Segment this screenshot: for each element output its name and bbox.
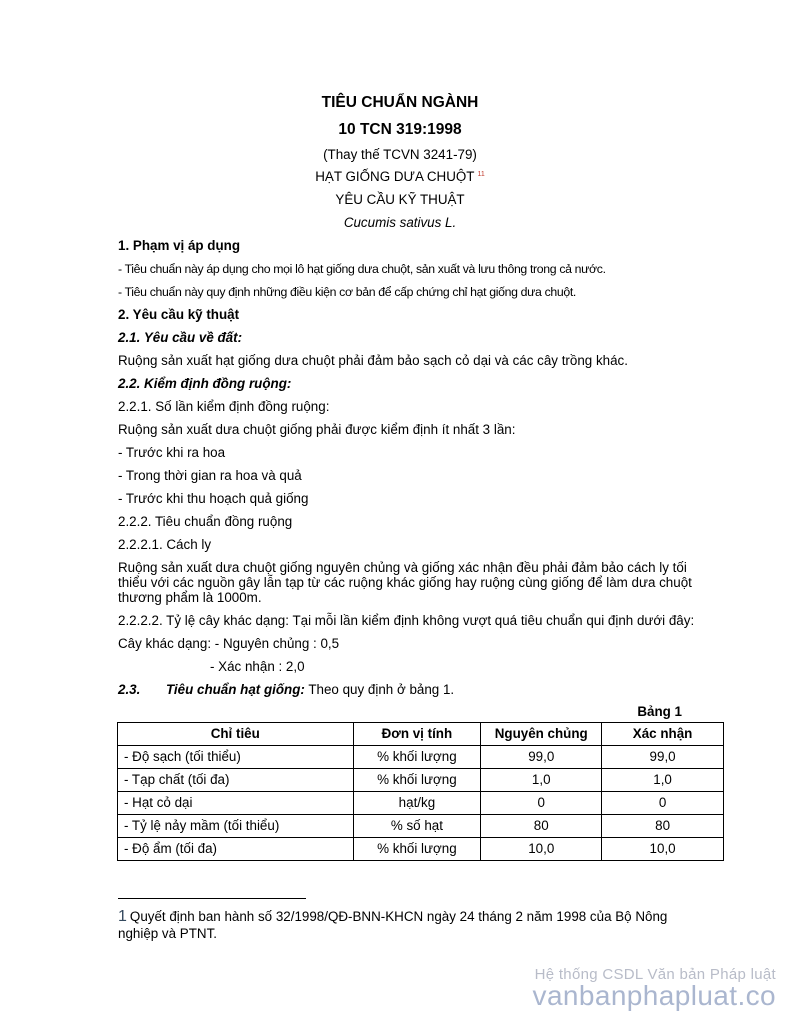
section23-line: [118, 681, 728, 698]
section221-text: Ruộng sản xuất dưa chuột giống phải được kiểm định ít nhất 3 lần:: [118, 422, 516, 437]
cell-criterion: - Tạp chất (tối đa): [118, 769, 354, 792]
cell-original: 80: [481, 815, 602, 838]
table-row: [118, 746, 724, 769]
footnote-ref[interactable]: 11: [477, 170, 485, 178]
footnote-divider: [118, 898, 306, 899]
section23-number: 2.3.: [118, 682, 141, 697]
col-header-unit: Đơn vị tính: [353, 723, 481, 746]
cell-certified: 80: [602, 815, 724, 838]
table-row: [118, 769, 724, 792]
watermark-line-2[interactable]: vanbanphapluat.co: [532, 980, 776, 1011]
doc-latin-name: Cucumis sativus L.: [343, 215, 457, 230]
footnote-text-2: nghiệp và PTNT.: [118, 926, 217, 941]
list-item: - Trước khi thu hoạch quả giống: [118, 491, 309, 506]
cell-unit: % số hạt: [353, 815, 481, 838]
cell-criterion: - Độ sạch (tối thiểu): [118, 746, 354, 769]
footnote: [118, 908, 678, 942]
cell-criterion: - Hạt cỏ dại: [118, 792, 354, 815]
section23-heading: Tiêu chuẩn hạt giống:: [166, 682, 305, 697]
list-item: - Trước khi ra hoa: [118, 445, 226, 460]
section222: 2.2.2. Tiêu chuẩn đồng ruộng: [118, 514, 293, 529]
section1-p2: - Tiêu chuẩn này quy định những điều kiện cơ bản để cấp chứng chỉ hạt giống dưa chuột.: [118, 285, 576, 299]
section23-text: Theo quy định ở bảng 1.: [304, 682, 455, 697]
section21-text: Ruộng sản xuất hạt giống dưa chuột phải đảm bảo sạch cỏ dại và các cây trồng khác.: [118, 353, 628, 368]
col-header-certified: Xác nhận: [602, 723, 724, 746]
doc-code: 10 TCN 319:1998: [338, 121, 462, 138]
section2221-text-1: Ruộng sản xuất dưa chuột giống nguyên chủng và giống xác nhận đều phải đảm bảo cách ly tối: [118, 560, 687, 575]
doc-requirement: YÊU CẦU KỸ THUẬT: [335, 192, 465, 207]
list-item: - Trong thời gian ra hoa và quả: [118, 468, 302, 483]
doc-title: TIÊU CHUẨN NGÀNH: [321, 94, 479, 111]
table-row: [118, 815, 724, 838]
cell-original: 10,0: [481, 838, 602, 861]
cell-unit: % khối lượng: [353, 746, 481, 769]
col-header-original: Nguyên chủng: [481, 723, 602, 746]
section2221-text-2: thiểu với các nguồn gây lẫn tạp từ các ruộng khác giống hay ruộng cùng giống để làm dưa chuột: [118, 575, 692, 590]
section2221-text-3: thương phẩm là 1000m.: [118, 590, 262, 605]
cell-certified: 99,0: [602, 746, 724, 769]
footnote-number: 1: [118, 908, 127, 925]
cell-unit: % khối lượng: [353, 838, 481, 861]
section2222: 2.2.2.2. Tỷ lệ cây khác dạng: Tại mỗi lần kiểm định không vượt quá tiêu chuẩn qui định dưới đây:: [118, 613, 695, 628]
offtype-line-2: - Xác nhận : 2,0: [210, 659, 305, 674]
cell-certified: 0: [602, 792, 724, 815]
cell-original: 99,0: [481, 746, 602, 769]
cell-criterion: - Tỷ lệ nảy mầm (tối thiểu): [118, 815, 354, 838]
watermark-line-1: Hệ thống CSDL Văn bản Pháp luật: [534, 966, 776, 983]
section21-heading: 2.1. Yêu cầu về đất:: [118, 330, 243, 345]
doc-subject: [0, 169, 800, 184]
section22-heading: 2.2. Kiểm định đồng ruộng:: [118, 376, 292, 391]
offtype-line-1: Cây khác dạng: - Nguyên chủng : 0,5: [118, 636, 340, 651]
doc-replaces: (Thay thế TCVN 3241-79): [323, 147, 477, 162]
table-caption: Bảng 1: [637, 704, 682, 719]
table-row: [118, 792, 724, 815]
seed-standard-table: [117, 722, 724, 861]
table-header-row: [118, 723, 724, 746]
cell-criterion: - Độ ẩm (tối đa): [118, 838, 354, 861]
cell-original: 1,0: [481, 769, 602, 792]
cell-certified: 1,0: [602, 769, 724, 792]
cell-certified: 10,0: [602, 838, 724, 861]
section1-heading: 1. Phạm vị áp dụng: [118, 238, 241, 253]
section2221: 2.2.2.1. Cách ly: [118, 537, 212, 552]
col-header-criterion: Chỉ tiêu: [118, 723, 354, 746]
section2-heading: 2. Yêu cầu kỹ thuật: [118, 307, 240, 322]
cell-unit: % khối lượng: [353, 769, 481, 792]
cell-unit: hạt/kg: [353, 792, 481, 815]
section1-p1: - Tiêu chuẩn này áp dụng cho mọi lô hạt giống dưa chuột, sản xuất và lưu thông trong cả nước.: [118, 262, 606, 276]
table-row: [118, 838, 724, 861]
section221: 2.2.1. Số lần kiểm định đồng ruộng:: [118, 399, 330, 414]
doc-subject-text: HẠT GIỐNG DƯA CHUỘT: [315, 169, 475, 184]
cell-original: 0: [481, 792, 602, 815]
footnote-text-1: Quyết định ban hành số 32/1998/QĐ-BNN-KHCN ngày 24 tháng 2 năm 1998 của Bộ Nông: [129, 909, 668, 924]
